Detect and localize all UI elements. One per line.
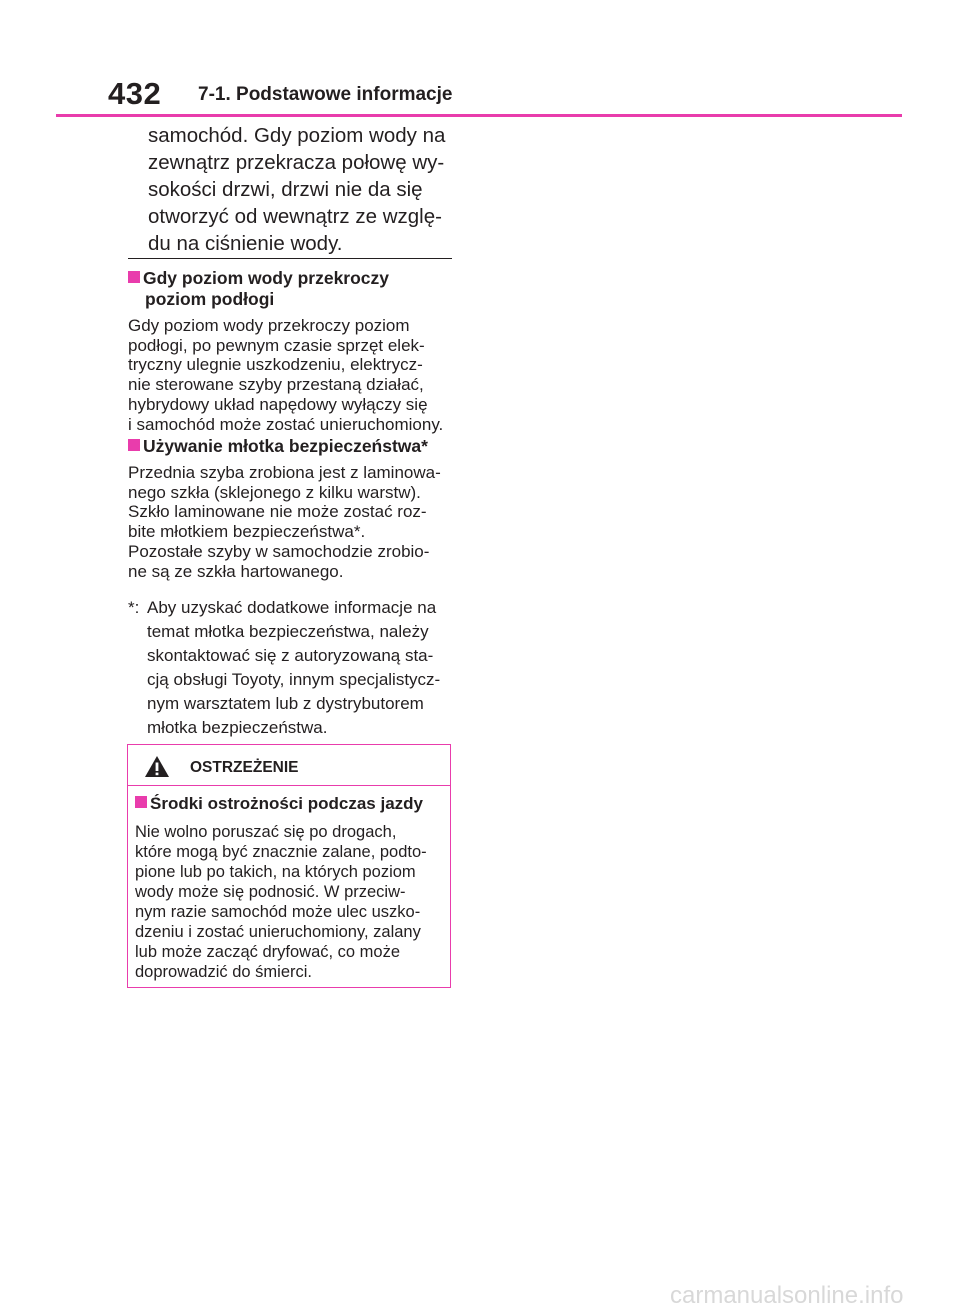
body-line: Przednia szyba zrobiona jest z laminowa- [128,463,441,482]
warning-title: OSTRZEŻENIE [190,759,299,776]
page-header [0,0,960,120]
footnote-mark: *: [128,598,140,617]
warning-box [127,744,451,988]
body-line: doprowadzić do śmierci. [135,963,312,981]
intro-line: otworzyć od wewnątrz ze wzglę- [148,205,442,228]
page-number: 432 [108,76,162,111]
footnote-line: młotka bezpieczeństwa. [147,718,328,737]
section-divider [128,258,452,259]
section-heading [128,268,452,310]
intro-line: sokości drzwi, drzwi nie da się [148,178,423,201]
body-line: wody może się podnosić. W przeciw- [135,883,406,901]
intro-paragraph [148,122,456,257]
body-line: nego szkła (sklejonego z kilku warstw). [128,482,421,502]
body-line: nie sterowane szyby przestaną działać, [128,375,424,395]
body-line: hybrydowy układ napędowy wyłączy się [128,394,428,414]
intro-line: samochód. Gdy poziom wody na [148,124,446,147]
square-bullet-icon [135,796,147,808]
footnote-line: Aby uzyskać dodatkowe informacje na [147,598,437,617]
body-line: dzeniu i zostać unieruchomiony, zalany [135,923,421,941]
body-line: które mogą być znacznie zalane, podto- [135,843,427,861]
section-safety-hammer [128,436,452,581]
warning-heading [135,793,445,814]
body-line: Gdy poziom wody przekroczy poziom [128,316,410,335]
section-title: 7-1. Podstawowe informacje [198,84,453,105]
body-line: podłogi, po pewnym czasie sprzęt elek- [128,335,425,355]
footnote-line: nym warsztatem lub z dystrybutorem [147,694,424,713]
intro-line: du na ciśnienie wody. [148,232,343,255]
heading-line: poziom podłogi [145,289,275,309]
header-divider [56,114,902,117]
intro-line: zewnątrz przekracza połowę wy- [148,151,445,174]
body-line: Nie wolno poruszać się po drogach, [135,823,397,841]
body-line: ne są ze szkła hartowanego. [128,561,344,581]
body-line: lub może zacząć dryfować, co może [135,943,401,961]
warning-content [135,793,445,982]
section-water-level [128,268,452,434]
footnote [128,596,452,740]
footnote-line: skontaktować się z autoryzowaną sta- [147,646,434,665]
warning-divider [128,785,450,786]
heading-line: Gdy poziom wody przekroczy [143,268,390,288]
body-line: Pozostałe szyby w samochodzie zrobio- [128,541,430,561]
section-body [128,316,452,434]
warning-header [128,745,450,785]
body-line: bite młotkiem bezpieczeństwa*. [128,522,366,542]
footnote-line: temat młotka bezpieczeństwa, należy [147,622,429,641]
body-line: nym razie samochód może ulec uszko- [135,903,421,921]
watermark: carmanualsonline.info [670,1282,904,1309]
body-line: i samochód może zostać unieruchomiony. [128,414,444,434]
square-bullet-icon [128,439,140,451]
warning-heading-text: Środki ostrożności podczas jazdy [150,794,424,813]
body-line: pione lub po takich, na których poziom [135,863,416,881]
warning-triangle-icon [144,755,170,778]
heading-line: Używanie młotka bezpieczeństwa* [143,436,428,456]
square-bullet-icon [128,271,140,283]
body-line: Szkło laminowane nie może zostać roz- [128,502,427,522]
section-body [128,463,452,581]
footnote-line: cją obsługi Toyoty, innym specjalistycz- [147,670,441,689]
section-heading [128,436,452,457]
warning-body [135,822,445,982]
body-line: tryczny ulegnie uszkodzeniu, elektrycz- [128,355,423,375]
